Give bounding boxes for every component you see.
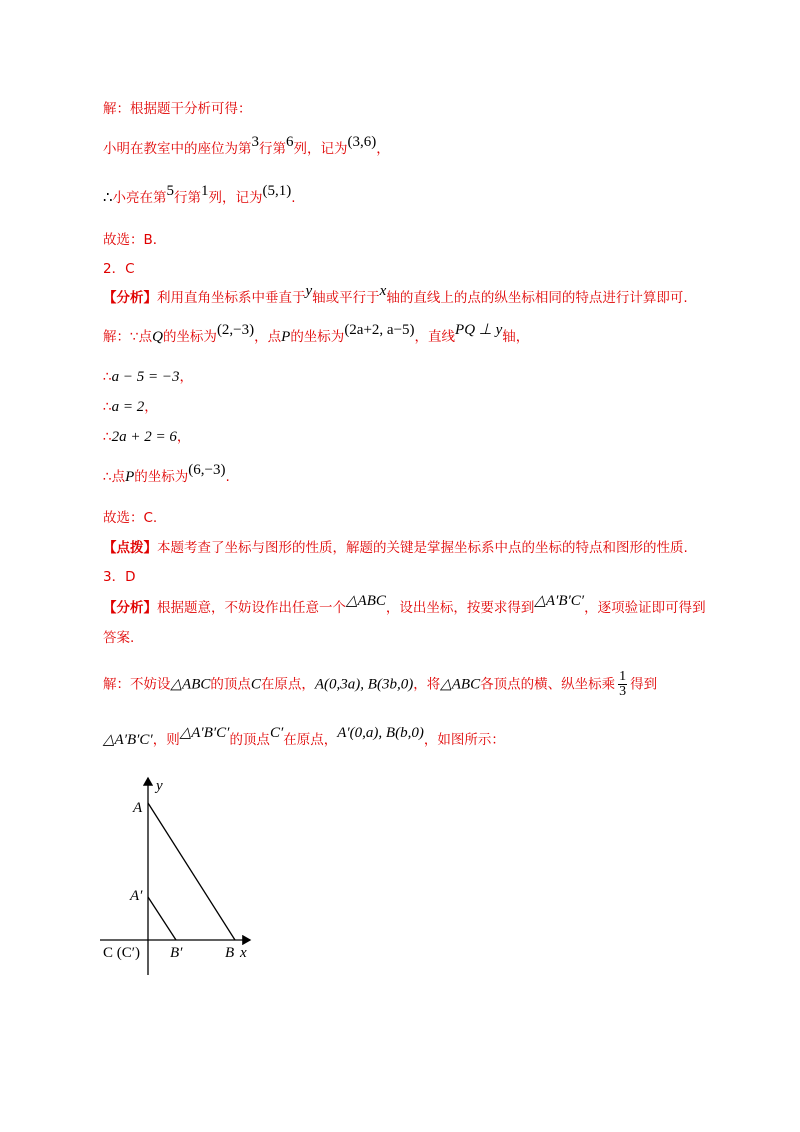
line-q2-heading: 2．C — [103, 261, 135, 277]
line-q3-analysis-cont: 答案. — [103, 630, 135, 646]
label-b-prime: B′ — [170, 945, 183, 961]
segment-ab — [148, 803, 235, 940]
label-x: x — [240, 945, 247, 961]
line-xiaoliang-seat: ∴小亮在第5行第1列，记为(5,1). — [103, 183, 296, 206]
line-solution-intro: 解：根据题干分析可得： — [103, 101, 252, 117]
line-eq-a-minus-5: ∴a − 5 = −3， — [103, 369, 193, 385]
line-q2-analysis: 【分析】利用直角坐标系中垂直于y轴或平行于x轴的直线上的点的纵坐标相同的特点进行计算即可. — [103, 283, 688, 306]
fraction-one-third: $\frac{1}{3}$ — [619, 669, 627, 699]
line-q3-assume: 解：不妨设△ABC的顶点C在原点，A(0,3a), B(3b,0)，将△ABC各顶点的横、纵坐标乘 $\frac{1}{3}$ 得到 — [103, 669, 658, 699]
label-b: B — [225, 945, 235, 961]
line-eq-2a-plus-2: ∴2a + 2 = 6， — [103, 429, 191, 445]
label-c-origin: C (C′) — [103, 945, 141, 961]
line-q3-heading: 3．D — [103, 569, 136, 585]
line-answer-c: 故选：C. — [103, 510, 158, 526]
label-a: A — [133, 800, 143, 816]
label-y: y — [156, 778, 163, 794]
line-xiaoming-seat: 小明在教室中的座位为第3行第6列，记为(3,6)， — [103, 134, 390, 157]
line-eq-a-equals-2: ∴a = 2， — [103, 399, 158, 415]
label-a-prime: A′ — [130, 888, 143, 904]
line-q3-analysis: 【分析】根据题意，不妨设作出任意一个△ABC，设出坐标，按要求得到△A′B′C′，逐项验证即可得到 — [103, 593, 706, 616]
line-q2-given: 解：∵点Q的坐标为(2,−3)，点P的坐标为(2a+2, a−5)，直线PQ ⊥ y轴， — [103, 322, 530, 345]
line-q2-tip: 【点拨】本题考查了坐标与图形的性质，解题的关键是掌握坐标系中点的坐标的特点和图形的性质. — [103, 540, 688, 556]
line-point-p-coord: ∴点P的坐标为(6,−3). — [103, 462, 230, 485]
line-q3-result: △A′B′C′，则△A′B′C′的顶点C′在原点，A′(0,a), B(b,0)，如图所示： — [103, 725, 505, 748]
segment-a-prime-b-prime — [148, 897, 176, 940]
line-answer-b: 故选：B． — [103, 232, 167, 248]
